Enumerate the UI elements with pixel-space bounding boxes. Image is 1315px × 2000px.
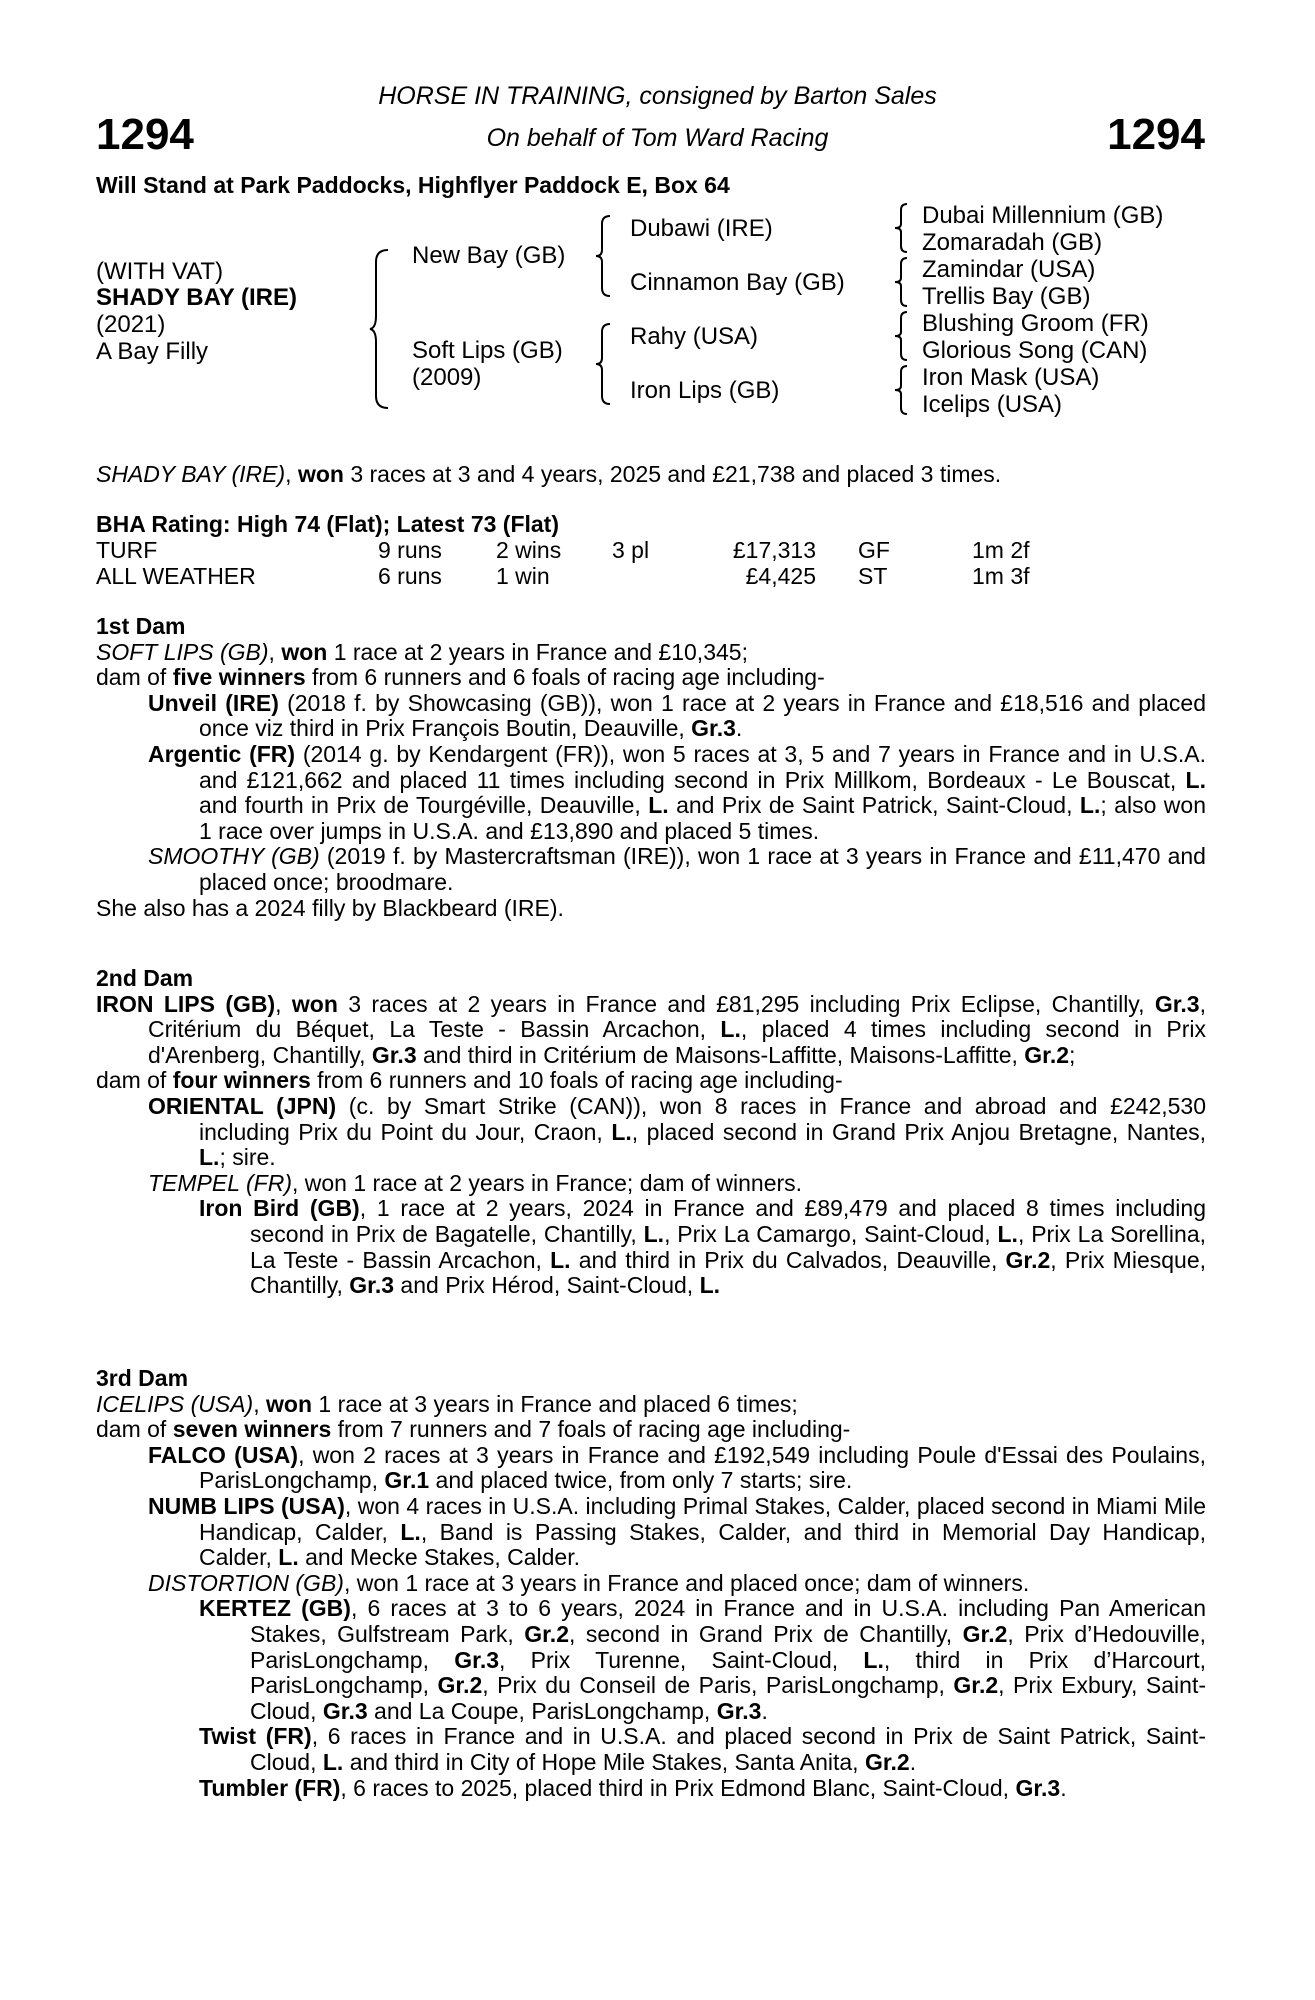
dam-dam: Iron Lips (GB) bbox=[630, 377, 780, 404]
progeny-twist: Twist (FR), 6 races in France and in U.S.A. and placed second in Prix de Saint Patrick, Saint-Cloud, L. and third in City of Hope Mile Stakes, Santa Anita, Gr.2. bbox=[199, 1723, 1206, 1775]
horse-name: SHADY BAY (IRE) bbox=[96, 284, 297, 311]
wins: 2 wins bbox=[496, 537, 562, 563]
gg-8: Icelips (USA) bbox=[922, 391, 1063, 418]
runs: 6 runs bbox=[378, 562, 442, 589]
brace-3-3-icon bbox=[893, 310, 911, 362]
surface: TURF bbox=[96, 537, 158, 563]
wins: 1 win bbox=[496, 562, 550, 589]
sire-dam: Cinnamon Bay (GB) bbox=[630, 269, 845, 296]
summary-won: won bbox=[297, 461, 344, 487]
second-dam-section bbox=[96, 966, 1206, 1299]
progeny-tempel: TEMPEL (FR), won 1 race at 2 years in France; dam of winners. bbox=[148, 1169, 803, 1196]
gg-4: Trellis Bay (GB) bbox=[922, 283, 1091, 310]
prize: £17,313 bbox=[732, 537, 816, 563]
rating-heading: BHA Rating: High 74 (Flat); Latest 73 (Flat) bbox=[96, 511, 559, 537]
race-summary: SHADY BAY (IRE), won 3 races at 3 and 4 years, 2025 and £21,738 and placed 3 times. bbox=[96, 461, 1002, 487]
gg-3: Zamindar (USA) bbox=[922, 256, 1096, 283]
progeny-argentic: Argentic (FR) (2014 g. by Kendargent (FR)), won 5 races at 3, 5 and 7 years in France and in U.S.A. and £121,662 and placed 11 times including second in Prix Millkom, Bordeaux - Le Bouscat, L. and fourth in Prix de Tourgéville, Deauville, L. and Prix de Saint Patrick, Saint-Cloud, L.; also won 1 race over jumps in U.S.A. and £13,890 and placed 5 times. bbox=[148, 740, 1206, 844]
first-dam-produce: dam of five winners from 6 runners and 6 foals of racing age including- bbox=[96, 664, 825, 691]
progeny-unveil: Unveil (IRE) (2018 f. by Showcasing (GB)), won 1 race at 2 years in France and £18,516 and placed once viz third in Prix François Boutin, Deauville, Gr.3. bbox=[148, 689, 1206, 742]
progeny-distortion: DISTORTION (GB), won 1 race at 3 years in France and placed once; dam of winners. bbox=[148, 1569, 1030, 1596]
first-dam-title: 1st Dam bbox=[96, 613, 186, 639]
summary-text: 3 races at 3 and 4 years, 2025 and £21,738 and placed 3 times. bbox=[343, 461, 1002, 487]
gg-6: Glorious Song (CAN) bbox=[922, 337, 1148, 364]
third-dam-line: ICELIPS (USA), won 1 race at 3 years in France and placed 6 times; bbox=[96, 1390, 798, 1417]
going: GF bbox=[858, 537, 890, 563]
dam-year: (2009) bbox=[412, 364, 482, 391]
dam: Soft Lips (GB) bbox=[412, 337, 563, 364]
brace-3-4-icon bbox=[893, 364, 911, 416]
consignor-line: HORSE IN TRAINING, consigned by Barton Sales bbox=[378, 82, 937, 110]
progeny-smoothy: SMOOTHY (GB) (2019 f. by Mastercraftsman (IRE)), won 1 race at 3 years in France and £11,470 and placed once; broodmare. bbox=[148, 843, 1206, 895]
places: 3 pl bbox=[612, 537, 650, 563]
horse-year: (2021) bbox=[96, 311, 166, 338]
progeny-iron-bird: Iron Bird (GB), 1 race at 2 years, 2024 in France and £89,479 and placed 8 times including second in Prix de Bagatelle, Chantilly, L., Prix La Camargo, Saint-Cloud, L., Prix La Sorellina, La Teste - Bassin Arcachon, L. and third in Prix du Calvados, Deauville, Gr.2, Prix Miesque, Chantilly, Gr.3 and Prix Hérod, Saint-Cloud, L. bbox=[199, 1195, 1207, 1299]
gg-1: Dubai Millennium (GB) bbox=[922, 202, 1164, 229]
progeny-kertez: KERTEZ (GB), 6 races at 3 to 6 years, 2024 in France and in U.S.A. including Pan American Stakes, Gulfstream Park, Gr.2, second in Grand Prix de Chantilly, Gr.2, Prix d’Hedouville, ParisLongchamp, Gr.3, Prix Turenne, Saint-Cloud, L., third in Prix d’Harcourt, ParisLongchamp, Gr.2, Prix du Conseil de Paris, ParisLongchamp, Gr.2, Prix Exbury, Saint-Cloud, Gr.3 and La Coupe, ParisLongchamp, Gr.3. bbox=[199, 1595, 1207, 1724]
horse-desc: A Bay Filly bbox=[96, 338, 209, 365]
brace-3-2-icon bbox=[893, 256, 911, 308]
second-dam-produce: dam of four winners from 6 runners and 10 foals of racing age including- bbox=[96, 1067, 843, 1094]
progeny-oriental: ORIENTAL (JPN) (c. by Smart Strike (CAN)), won 8 races in France and abroad and £242,530 including Prix du Point du Jour, Craon, L., placed second in Grand Prix Anjou Bretagne, Nantes, L.; sire. bbox=[148, 1092, 1206, 1171]
second-dam-title: 2nd Dam bbox=[96, 965, 194, 991]
summary-name: SHADY BAY (IRE) bbox=[96, 461, 286, 487]
rating-title bbox=[96, 512, 1206, 538]
gg-5: Blushing Groom (FR) bbox=[922, 310, 1149, 337]
first-dam-section bbox=[96, 614, 1206, 921]
gg-2: Zomaradah (GB) bbox=[922, 229, 1103, 256]
stand-location: Will Stand at Park Paddocks, Highflyer Paddock E, Box 64 bbox=[96, 172, 730, 198]
prize: £4,425 bbox=[745, 562, 816, 589]
dam-brace-icon bbox=[594, 322, 614, 406]
third-dam-produce: dam of seven winners from 7 runners and 7 foals of racing age including- bbox=[96, 1416, 851, 1443]
distance: 1m 2f bbox=[972, 537, 1030, 563]
lot-number-left: 1294 bbox=[96, 110, 194, 159]
sire-sire: Dubawi (IRE) bbox=[630, 215, 773, 242]
progeny-tumbler: Tumbler (FR), 6 races to 2025, placed third in Prix Edmond Blanc, Saint-Cloud, Gr.3. bbox=[199, 1774, 1067, 1801]
runs: 9 runs bbox=[378, 537, 442, 563]
first-dam-line: SOFT LIPS (GB), won 1 race at 2 years in France and £10,345; bbox=[96, 638, 748, 665]
brace-3-1-icon bbox=[893, 202, 911, 254]
going: ST bbox=[858, 562, 888, 589]
lot-number-right: 1294 bbox=[1107, 110, 1205, 159]
first-dam-also: She also has a 2024 filly by Blackbeard (IRE). bbox=[96, 894, 564, 921]
third-dam-title: 3rd Dam bbox=[96, 1365, 189, 1391]
progeny-numb-lips: NUMB LIPS (USA), won 4 races in U.S.A. including Primal Stakes, Calder, placed second in Miami Mile Handicap, Calder, L., Band is Passing Stakes, Calder, and third in Memorial Day Handicap, Calder, L. and Mecke Stakes, Calder. bbox=[148, 1492, 1206, 1571]
distance: 1m 3f bbox=[972, 562, 1030, 589]
progeny-falco: FALCO (USA), won 2 races at 3 years in France and £192,549 including Poule d'Essai des Poulains, ParisLongchamp, Gr.1 and placed twice, from only 7 starts; sire. bbox=[148, 1441, 1206, 1494]
behalf-line: On behalf of Tom Ward Racing bbox=[486, 124, 829, 152]
surface: ALL WEATHER bbox=[96, 562, 256, 589]
sire: New Bay (GB) bbox=[412, 242, 566, 269]
main-brace-icon bbox=[368, 248, 392, 410]
gg-7: Iron Mask (USA) bbox=[922, 364, 1100, 391]
sire-brace-icon bbox=[594, 214, 614, 298]
dam-sire: Rahy (USA) bbox=[630, 323, 759, 350]
vat-label: (WITH VAT) bbox=[96, 258, 224, 285]
third-dam-section bbox=[96, 1366, 1206, 1801]
second-dam-line: IRON LIPS (GB), won 3 races at 2 years in France and £81,295 including Prix Eclipse, Chantilly, Gr.3, Critérium du Béquet, La Teste - Bassin Arcachon, L., placed 4 times including second in Prix d'Arenberg, Chantilly, Gr.3 and third in Critérium de Maisons-Laffitte, Maisons-Laffitte, Gr.2; bbox=[96, 990, 1206, 1068]
